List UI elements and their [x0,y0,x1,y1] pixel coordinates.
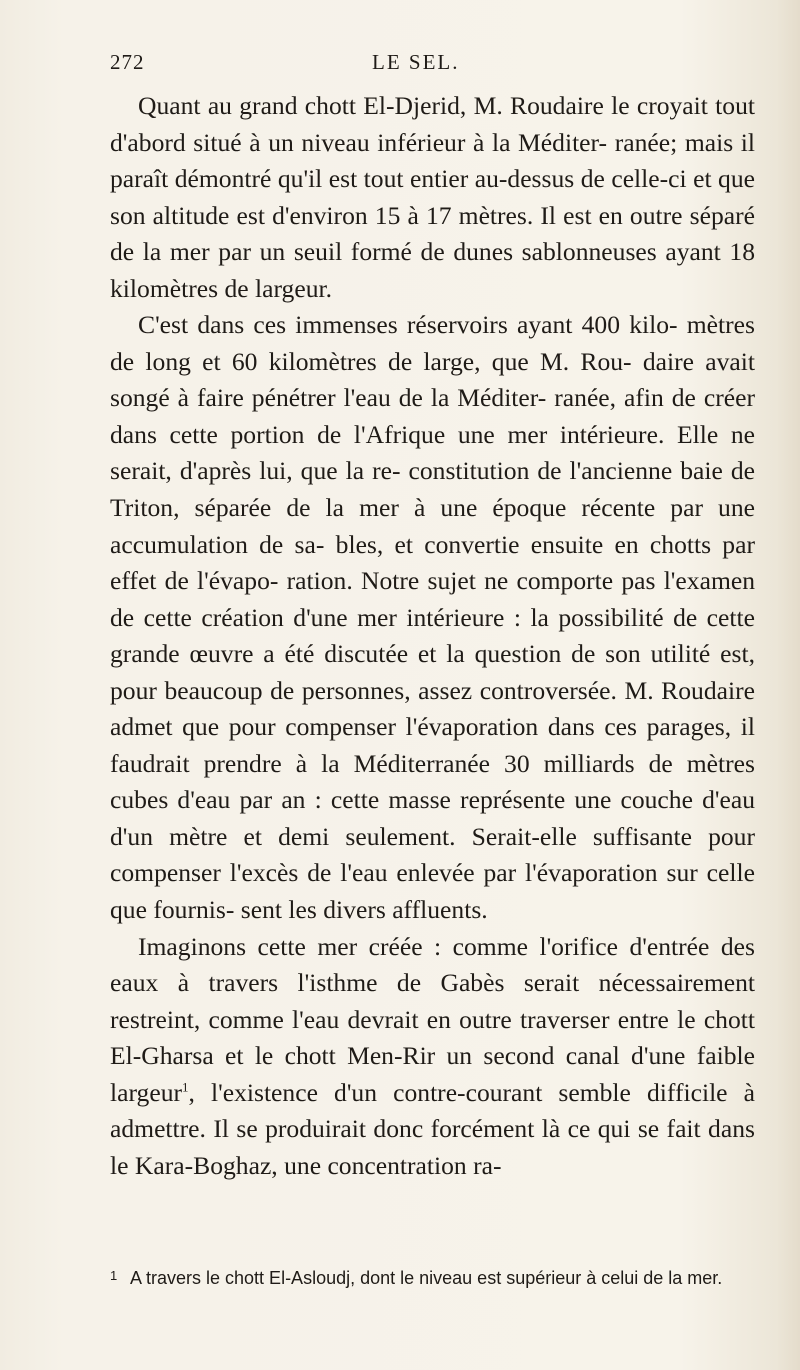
footnote [110,1263,755,1291]
text-line: sent les divers affluents. [240,895,488,925]
paragraph-1 [110,88,755,307]
text-line: Imaginons cette mer créée : comme l'orifice d'entrée [138,931,710,961]
body-text [110,88,755,1184]
text-line: constitution de l'ancienne baie de Triton, séparée de la [110,456,755,523]
text-line: est, pour beaucoup de personnes, assez controversée. [110,639,755,705]
text-line: création d'une mer intérieure : la possibilité de cette [201,602,755,632]
text-line: difficile à admettre. Il se produirait donc forcément là ce [110,1077,755,1144]
text-line: des eaux à travers l'isthme de Gabès serait nécessairement [110,931,755,998]
footnote-text: A travers le chott El-Asloudj, dont le niveau est supérieur à celui de la mer. [130,1268,723,1288]
text-line: Quant au grand chott El-Djerid, M. Roudaire le croyait [138,91,708,120]
running-head: LE SEL. [372,50,460,74]
text-line: , l'existence d'un contre-courant semble [188,1077,631,1107]
text-line: au-dessus de celle-ci et que son altitude est d'environ [110,164,756,230]
footnote-reference: 1 [182,1079,189,1095]
text-line: de largeur. [224,273,333,303]
text-line: masse représente une couche d'eau d'un mètre et demi [110,785,755,851]
text-line: ranée; mais il paraît démontré qu'il est tout entier [110,127,756,194]
text-line: tout d'abord situé à un niveau inférieur à la Méditer- [110,91,755,157]
paragraph-2 [110,307,755,928]
page-header [110,50,750,80]
text-line: mer intérieure. Elle ne serait, d'après lui, que la re- [110,419,755,486]
text-line: mètres de long et 60 kilomètres de large, que M. Rou- [110,310,755,376]
text-line: restreint, comme l'eau devrait en outre traverser entre le [110,1004,696,1034]
text-line: daire avait songé à faire pénétrer l'eau de la Méditer- [110,346,756,413]
text-line: seulement. Serait-elle suffisante pour compenser l'excès [110,821,755,888]
text-line: mer à une époque récente par une accumulation de sa- [110,493,756,559]
text-line: de l'eau enlevée par l'évaporation sur celle que fournis- [110,858,755,925]
text-line: 15 à 17 mètres. Il est en outre séparé de la mer par un [110,200,755,267]
text-line: faible largeur [110,1041,755,1107]
text-line: seuil formé de dunes sablonneuses ayant 18 kilomètres [110,237,755,303]
text-line: ranée, afin de créer dans cette portion de l'Afrique une [110,383,755,449]
text-line: 30 milliards de mètres cubes d'eau par an : cette [110,748,755,815]
page-number: 272 [110,50,145,74]
text-line: ration. Notre sujet ne comporte pas l'examen de cette [110,566,756,632]
text-line: bles, et convertie ensuite en chotts par effet de l'évapo- [110,529,755,596]
text-line: chott El-Gharsa et le chott Men-Rir un second canal d'une [110,1004,755,1071]
text-line: dans ces parages, il faudrait prendre à la Méditerranée [110,712,755,778]
footnote-marker: 1 [110,1268,118,1283]
paragraph-3 [110,929,755,1185]
text-line: grande œuvre a été discutée et la question de son utilité [110,639,711,669]
text-line: M. Roudaire admet que pour compenser l'évaporation [110,675,755,742]
text-line: qui se fait dans le Kara-Boghaz, une concentration ra- [110,1114,755,1180]
text-line: C'est dans ces immenses réservoirs ayant 400 kilo- [138,310,678,340]
